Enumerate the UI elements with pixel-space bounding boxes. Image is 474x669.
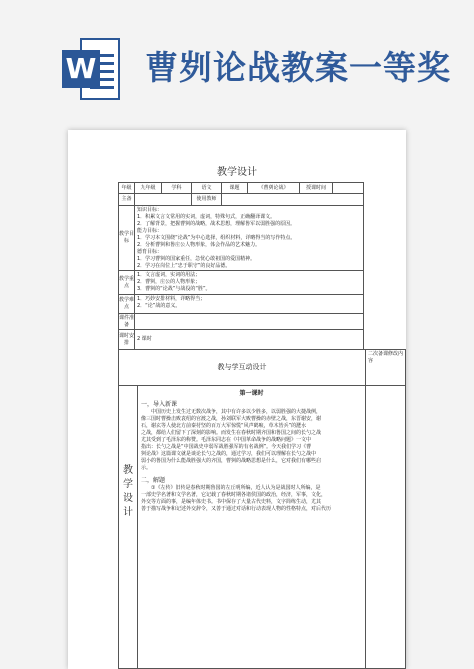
section-heading: 二，解题 [141, 477, 166, 484]
goals-line: 能力目标： [137, 228, 163, 234]
body-line: 像三国时曹操击败袁绍的官渡之战，孙刘联军大败曹操的赤壁之战，东晋谢安，谢 [141, 416, 322, 422]
goals-line: 2．学习在岗位上“忠于职守”的良好品德。 [137, 263, 231, 269]
goals-line: 1．学习曹刿的国家重任，急忧心敢祖国的爱国精神。 [137, 256, 256, 262]
subject-label: 学科 [161, 182, 192, 194]
design-content [137, 385, 366, 669]
document-preview-header [0, 0, 474, 112]
hours-text: 2 课时 [137, 336, 152, 342]
key-point-line: 2．曹刿，庄公的人物形象； [137, 279, 201, 285]
body-line: 中国历史上发生过无数次战争，其中有许多以少胜多，以弱胜强的大捷战例， [151, 409, 322, 415]
goals-content [134, 205, 364, 271]
interactive-design-title: 教与学互动设计 [118, 349, 366, 386]
goals-line: 1．学习本文围绕“论战”为中心选择，组织材料，详略得当的写作特点。 [137, 235, 296, 241]
body-line: 一部史学名著和文学名著，它记载了春秋时期各诸侯国的政治，经济，军事，文化， [141, 492, 327, 498]
design-vertical-label: 教学设计 [123, 465, 133, 518]
goals-line: 1．积累文言文常用的实词，虚词，特殊句式，正确翻译课文。 [137, 214, 276, 220]
body-line: 指出：长勺之战是“中国战史中弱军战胜强军的有名战例”。今天我们学习《曹 [141, 444, 312, 450]
body-line: 尤其受到了毛泽东的称赞。毛泽东同志在《中国革命战争的战略问题》一文中 [141, 437, 312, 443]
body-line: 外交等方面的事，是编年体史书。书中保存了大量古代史料，文字简练生动，尤其 [141, 499, 322, 505]
key-points-content [134, 270, 364, 295]
subject-value: 语文 [191, 182, 222, 194]
body-line: 善于描写战争和记述外交辞令，又善于通过对话和行动表现人物的性格特点，对后代历 [141, 506, 332, 512]
goals-line: 知识目标： [137, 207, 163, 213]
goals-line: 2．了解背景，把握曹刿的战略，战术思想，理解鲁军以弱胜强的原因。 [137, 221, 296, 227]
word-document-icon [62, 38, 120, 100]
goals-line: 德育目标： [137, 249, 163, 255]
difficulties-content [134, 294, 364, 314]
revision-notes-label: 二次备课修改内容 [365, 349, 406, 386]
revision-notes-column [365, 385, 406, 669]
grade-value: 九年级 [134, 182, 162, 194]
teacher-label: 使用教师 [191, 193, 222, 206]
body-line: 示。 [141, 465, 152, 471]
period-title: 第一课时 [239, 390, 264, 397]
body-line: 弱小的鲁国为什么能战胜强大的齐国，曹刿的战略思想是什么，它对我们有哪些启 [141, 458, 322, 464]
time-label: 授课时间 [299, 182, 333, 194]
materials-label: 课件准备 [118, 313, 135, 330]
lesson-label: 课题 [221, 182, 248, 194]
difficulty-line: 2．“论”战的意义。 [137, 303, 181, 309]
key-point-line: 3．曹刿的“论战”与战役的“胜”。 [137, 286, 211, 292]
body-line: 石，谢玄等人使北方前秦苻坚的百万大军惊慌“风声鹤唳，草木皆兵”的淝水 [141, 423, 307, 429]
word-letter-badge: W [62, 50, 100, 88]
section-heading: 一，导入新课 [141, 401, 178, 408]
page-heading: 教学设计 [217, 167, 257, 178]
key-point-line: 1．文言虚词，实词的用法； [137, 272, 201, 278]
difficulty-line: 1．巧妙安排材料，详略得当； [137, 296, 206, 302]
main-prep-label: 主备 [118, 193, 135, 206]
body-line: 之战，都给人们留下了深刻的影响。而发生在春秋时期齐国和鲁国之间的长勺之战 [141, 430, 322, 436]
lesson-value: 《曹刿论战》 [247, 182, 300, 194]
body-line: 刿论战》这篇课文就是谈论长勺之战的，通过学习，我们可以理解在长勺之战中 [141, 451, 317, 457]
hours-label: 课时安排 [118, 329, 135, 350]
document-title: 曹刿论战教案一等奖 [145, 48, 451, 87]
body-line: ①《左传》旧传是春秋时期鲁国的左丘明所编，近人认为是战国时人所编，是 [151, 485, 321, 491]
design-section-label [118, 385, 138, 669]
key-points-label: 教学重点 [118, 270, 135, 295]
hours-value [134, 329, 364, 350]
goals-line: 2．分析曹刿和鲁庄公人物形象，体会作品的艺术魅力。 [137, 242, 261, 248]
document-page [68, 130, 406, 669]
materials-content [134, 313, 364, 330]
goals-label: 教学目标 [118, 205, 135, 271]
grade-label: 年级 [118, 182, 135, 194]
difficulties-label: 教学难点 [118, 294, 135, 314]
